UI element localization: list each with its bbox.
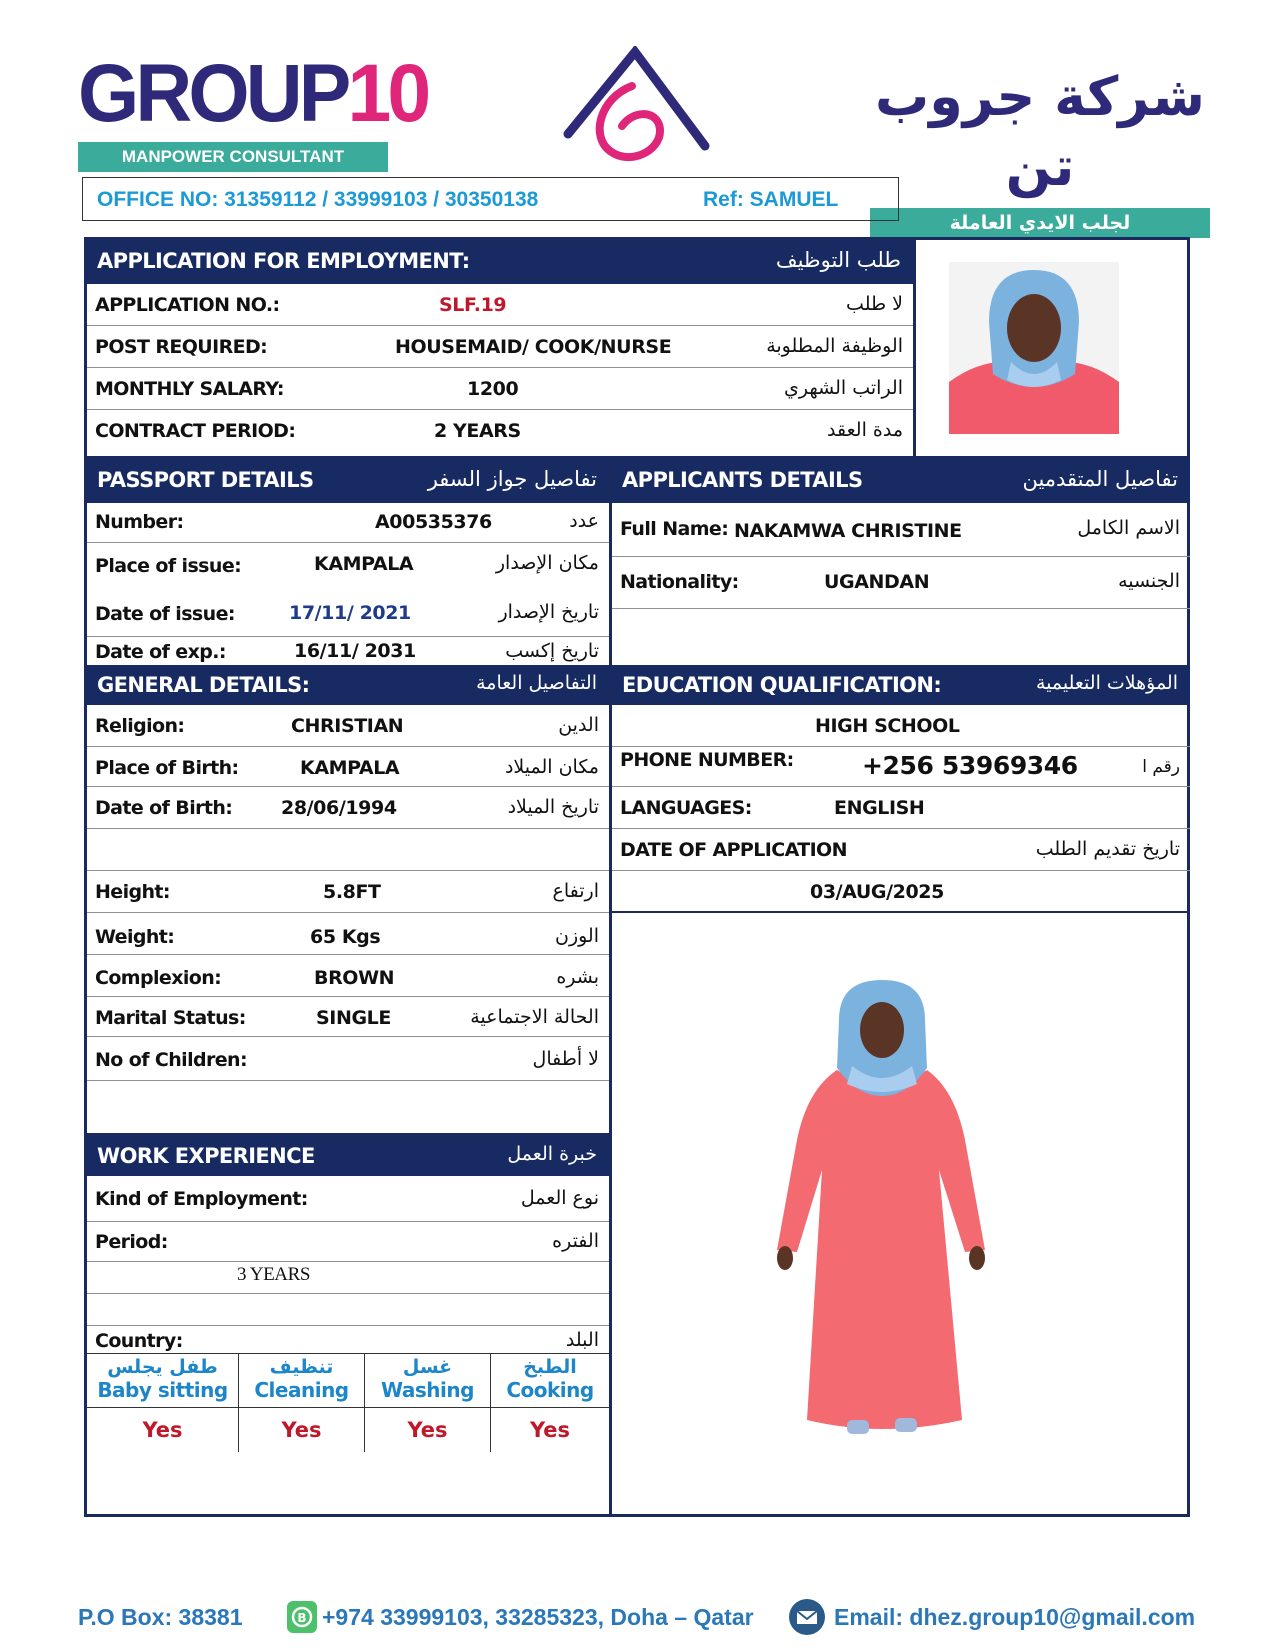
place-of-birth-value: KAMPALA: [300, 757, 400, 779]
field-label-arabic: بشره: [556, 966, 599, 988]
applicant-full-body-photo: [767, 980, 997, 1446]
field-label: Marital Status:: [95, 1007, 246, 1029]
passport-issue-date-value: 17/11/ 2021: [289, 602, 411, 624]
education-value-row: [612, 705, 1190, 747]
field-label: Number:: [95, 511, 184, 533]
employment-application-form: [84, 237, 1190, 1517]
footer-email[interactable]: Email: dhez.group10@gmail.com: [834, 1604, 1196, 1630]
height-value: 5.8FT: [323, 881, 381, 903]
skill-washing: [365, 1354, 491, 1408]
company-logo-arabic: [870, 62, 1210, 238]
blank-row: [87, 829, 609, 871]
field-label: Religion:: [95, 715, 185, 737]
skill-cleaning-value: Yes: [239, 1408, 365, 1452]
application-date-value: 03/AUG/2025: [810, 881, 944, 903]
company-logo-english: [78, 48, 428, 172]
field-label-arabic: رقم ا: [1142, 757, 1180, 777]
field-label-arabic: لا طلب: [846, 293, 903, 315]
work-experience-header: [87, 1136, 609, 1176]
complexion-row: [87, 955, 609, 997]
place-of-birth-row: [87, 747, 609, 787]
reference: Ref: SAMUEL: [703, 188, 839, 211]
contract-period-row: [87, 410, 913, 452]
company-emblem-icon: [560, 46, 710, 171]
field-label: Nationality:: [620, 571, 739, 593]
nationality-value: UGANDAN: [824, 571, 930, 593]
field-label-arabic: ارتفاع: [552, 880, 599, 902]
field-label-arabic: الدين: [558, 714, 599, 736]
footer-phone-numbers: +974 33999103, 33285323, Doha – Qatar: [322, 1604, 754, 1630]
field-label-arabic: تاريخ إكسب: [505, 640, 599, 662]
field-label: Date of exp.:: [95, 641, 226, 663]
religion-row: [87, 705, 609, 747]
logo-number: 10: [347, 48, 428, 139]
field-label-arabic: الاسم الكامل: [1077, 517, 1180, 539]
field-label: Full Name:: [620, 518, 729, 540]
skill-label-arabic: غسل: [402, 1356, 453, 1378]
blank-row: [87, 1294, 609, 1326]
weight-value: 65 Kgs: [310, 926, 381, 948]
skill-cleaning: [239, 1354, 365, 1408]
logo-arabic-word: شركة جروب تن: [875, 65, 1205, 198]
field-label: POST REQUIRED:: [95, 336, 268, 358]
passport-title: PASSPORT DETAILS: [97, 468, 314, 492]
passport-number-row: [87, 503, 609, 543]
field-label: Weight:: [95, 926, 175, 948]
children-row: [87, 1037, 609, 1081]
field-label: Date of issue:: [95, 603, 235, 625]
skill-washing-value: Yes: [365, 1408, 491, 1452]
skill-label-arabic: طفل يجلس: [107, 1356, 218, 1378]
field-label-arabic: تاريخ الميلاد: [507, 796, 599, 818]
post-required-value: HOUSEMAID/ COOK/NURSE: [395, 336, 672, 358]
footer: [78, 1598, 1208, 1638]
field-label-arabic: مكان الإصدار: [495, 552, 599, 574]
field-label-arabic: الجنسيه: [1118, 570, 1180, 592]
field-label-arabic: الراتب الشهري: [784, 377, 903, 399]
general-details-title-arabic: التفاصيل العامة: [476, 672, 597, 694]
work-experience-title-arabic: خبرة العمل: [507, 1143, 597, 1165]
period-row: [87, 1222, 609, 1262]
passport-place-value: KAMPALA: [314, 553, 414, 575]
field-label-arabic: مدة العقد: [827, 419, 903, 441]
complexion-value: BROWN: [314, 967, 395, 989]
application-number-row: [87, 284, 913, 326]
field-label-arabic: لا أطفال: [532, 1048, 599, 1070]
logo-tagline: MANPOWER CONSULTANT: [78, 142, 388, 172]
field-label: Kind of Employment:: [95, 1188, 308, 1210]
application-number-value: SLF.19: [439, 294, 507, 316]
passport-date-of-issue-row: [87, 589, 609, 637]
application-title: APPLICATION FOR EMPLOYMENT:: [97, 249, 470, 273]
passport-place-of-issue-row: [87, 543, 609, 589]
country-row: [87, 1326, 609, 1354]
applicant-details-title: APPLICANTS DETAILS: [622, 468, 863, 492]
post-required-row: [87, 326, 913, 368]
application-date-value-row: [612, 871, 1190, 913]
phone-number-row: [612, 747, 1190, 787]
field-label: CONTRACT PERIOD:: [95, 420, 296, 442]
field-label-arabic: الحالة الاجتماعية: [470, 1006, 599, 1028]
skill-baby-sitting: [87, 1354, 239, 1408]
po-box: P.O Box: 38381: [78, 1604, 243, 1630]
kind-of-employment-row: [87, 1176, 609, 1222]
field-label: Date of Birth:: [95, 797, 233, 819]
field-label-arabic: تاريخ الإصدار: [498, 601, 599, 623]
education-title-arabic: المؤهلات التعليمية: [1035, 672, 1178, 694]
skill-label-arabic: تنظيف: [269, 1356, 334, 1378]
application-header: [87, 240, 913, 284]
passport-title-arabic: تفاصيل جواز السفر: [427, 467, 597, 491]
field-label: APPLICATION NO.:: [95, 294, 280, 316]
skill-label: Cleaning: [254, 1378, 349, 1402]
field-label-arabic: نوع العمل: [520, 1187, 599, 1209]
weight-row: [87, 913, 609, 955]
whatsapp-icon: [286, 1600, 318, 1634]
full-name-value: NAKAMWA CHRISTINE: [734, 520, 962, 542]
marital-status-value: SINGLE: [316, 1007, 391, 1029]
skill-label: Washing: [381, 1378, 474, 1402]
general-details-header: [87, 665, 609, 705]
application-title-arabic: طلب التوظيف: [775, 248, 901, 272]
skill-label: Cooking: [506, 1378, 594, 1402]
logo-word: GROUP: [78, 48, 348, 139]
field-label: Complexion:: [95, 967, 222, 989]
field-label: DATE OF APPLICATION: [620, 839, 847, 861]
field-label: PHONE NUMBER:: [620, 749, 794, 771]
full-name-row: [612, 503, 1190, 557]
skill-cooking: [491, 1354, 609, 1408]
monthly-salary-row: [87, 368, 913, 410]
field-label-arabic: مكان الميلاد: [504, 756, 599, 778]
applicant-details-header: [612, 459, 1190, 503]
applicant-details-title-arabic: تفاصيل المتقدمين: [1022, 467, 1178, 491]
skill-label-arabic: الطبخ: [523, 1356, 577, 1378]
field-label: Place of issue:: [95, 555, 242, 577]
period-value-row: [87, 1262, 609, 1294]
nationality-row: [612, 557, 1190, 609]
monthly-salary-value: 1200: [467, 378, 519, 400]
svg-text:B: B: [297, 1611, 307, 1625]
languages-value: ENGLISH: [834, 797, 925, 819]
logo-arabic-tagline: لجلب الايدي العاملة: [870, 208, 1210, 238]
field-label-arabic: تاريخ تقديم الطلب: [1035, 838, 1180, 860]
field-label-arabic: الفتره: [552, 1230, 599, 1252]
passport-expiry-date-value: 16/11/ 2031: [294, 640, 416, 662]
applicant-portrait-photo: [949, 262, 1119, 434]
field-label: Place of Birth:: [95, 757, 239, 779]
office-numbers: OFFICE NO: 31359112 / 33999103 / 30350138: [97, 188, 539, 211]
office-info-box: [82, 177, 899, 221]
passport-number-value: A00535376: [375, 511, 492, 533]
field-label: No of Children:: [95, 1049, 247, 1071]
phone-number-value: +256 53969346: [862, 751, 1078, 780]
field-label-arabic: البلد: [565, 1329, 599, 1351]
field-label-arabic: الوظيفة المطلوبة: [766, 335, 903, 357]
skill-label: Baby sitting: [97, 1378, 228, 1402]
field-label-arabic: الوزن: [554, 925, 599, 947]
education-title: EDUCATION QUALIFICATION:: [622, 673, 942, 697]
religion-value: CHRISTIAN: [291, 715, 404, 737]
date-of-application-row: [612, 829, 1190, 871]
education-header: [612, 665, 1190, 705]
education-value: HIGH SCHOOL: [815, 715, 960, 737]
general-details-title: GENERAL DETAILS:: [97, 673, 310, 697]
date-of-birth-row: [87, 787, 609, 829]
passport-header: [87, 459, 609, 503]
field-label: MONTHLY SALARY:: [95, 378, 284, 400]
passport-date-of-expiry-row: [87, 637, 609, 665]
languages-row: [612, 787, 1190, 829]
field-label: Period:: [95, 1231, 168, 1253]
field-label: LANGUAGES:: [620, 797, 752, 819]
email-icon: [788, 1598, 826, 1636]
height-row: [87, 871, 609, 913]
skill-baby-sitting-value: Yes: [87, 1408, 239, 1452]
field-label-arabic: عدد: [569, 510, 599, 532]
skill-cooking-value: Yes: [529, 1418, 571, 1442]
contract-period-value: 2 YEARS: [434, 420, 521, 442]
field-label: Country:: [95, 1330, 183, 1352]
field-label: Height:: [95, 881, 170, 903]
date-of-birth-value: 28/06/1994: [281, 797, 397, 819]
marital-status-row: [87, 997, 609, 1037]
period-value: 3 YEARS: [237, 1264, 311, 1285]
work-experience-title: WORK EXPERIENCE: [97, 1144, 315, 1168]
